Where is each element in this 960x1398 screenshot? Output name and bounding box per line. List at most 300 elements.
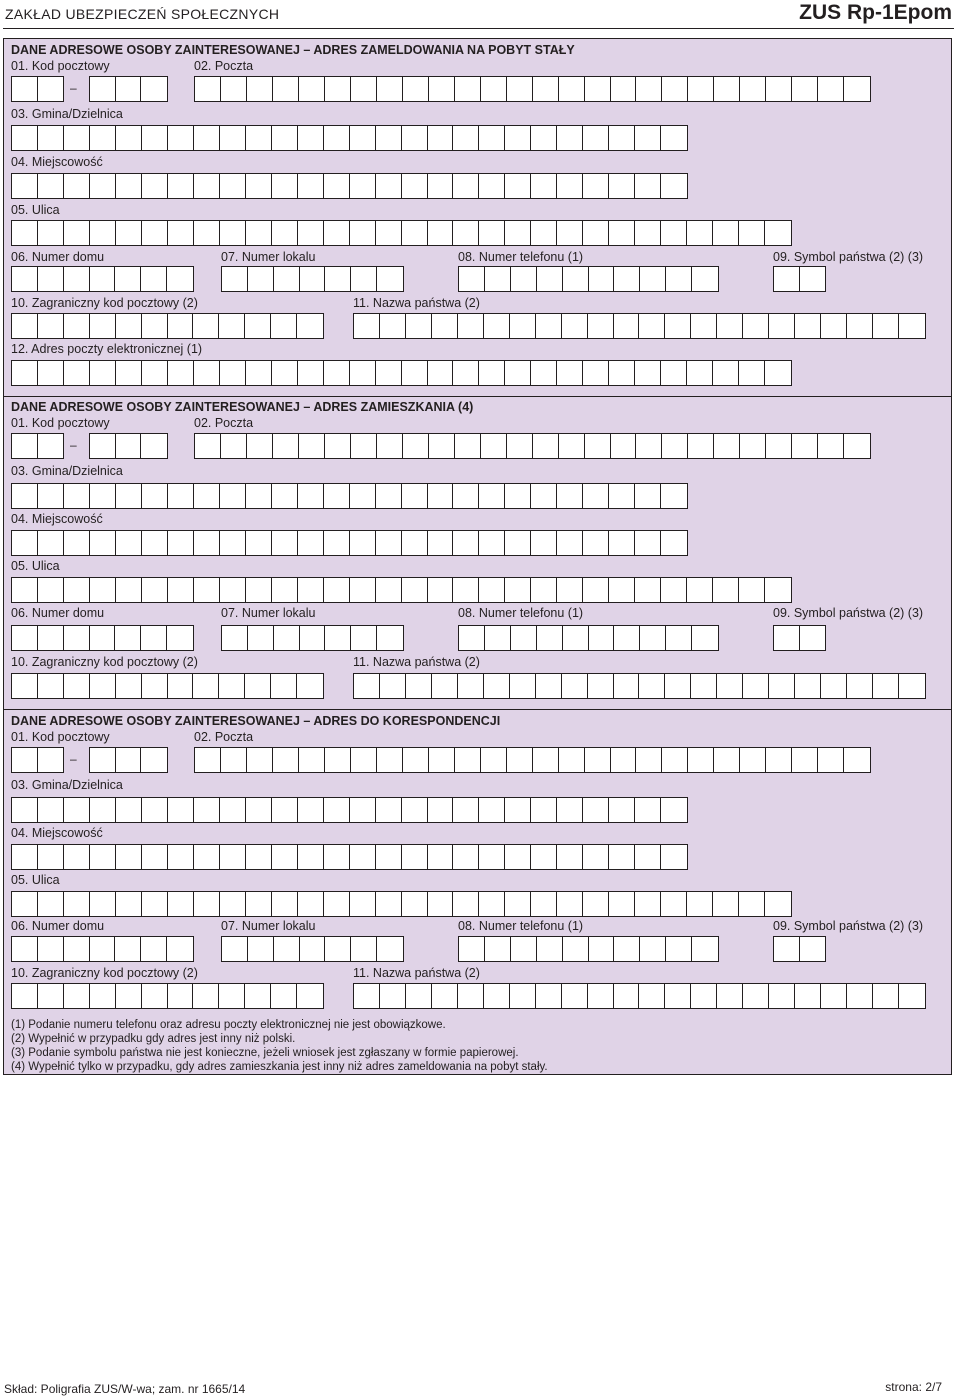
char-box[interactable] [167, 626, 193, 650]
char-box[interactable] [142, 531, 168, 555]
char-box[interactable] [350, 892, 376, 916]
char-box[interactable] [639, 674, 665, 698]
char-box[interactable] [583, 126, 609, 150]
char-box[interactable] [38, 892, 64, 916]
char-box[interactable] [563, 626, 589, 650]
char-box[interactable] [847, 984, 873, 1008]
char-box[interactable] [142, 314, 168, 338]
char-box[interactable] [739, 221, 765, 245]
char-box[interactable] [246, 578, 272, 602]
char-box[interactable] [64, 626, 90, 650]
char-box[interactable] [377, 748, 403, 772]
char-box[interactable] [774, 267, 800, 291]
char-box[interactable] [38, 77, 63, 101]
char-box[interactable] [325, 77, 351, 101]
char-box[interactable] [12, 221, 38, 245]
char-box[interactable] [220, 892, 246, 916]
char-box[interactable] [402, 174, 428, 198]
char-box[interactable] [562, 314, 588, 338]
char-box[interactable] [406, 314, 432, 338]
char-box[interactable] [38, 531, 64, 555]
char-box[interactable] [666, 267, 692, 291]
char-box[interactable] [739, 361, 765, 385]
char-box[interactable] [116, 77, 142, 101]
char-box[interactable] [297, 674, 323, 698]
char-box[interactable] [428, 126, 454, 150]
char-box[interactable] [246, 531, 272, 555]
char-box[interactable] [90, 221, 116, 245]
char-box[interactable] [536, 674, 562, 698]
char-box[interactable] [12, 984, 38, 1008]
char-box[interactable] [609, 798, 635, 822]
char-box[interactable] [687, 578, 713, 602]
char-box[interactable] [557, 221, 583, 245]
char-box[interactable] [325, 267, 351, 291]
char-box[interactable] [559, 77, 585, 101]
char-box[interactable] [220, 361, 246, 385]
char-box[interactable] [428, 798, 454, 822]
char-box[interactable] [351, 77, 377, 101]
char-box[interactable] [116, 748, 142, 772]
char-box[interactable] [377, 937, 403, 961]
char-box[interactable] [453, 126, 479, 150]
char-box[interactable] [168, 578, 194, 602]
char-box[interactable] [406, 984, 432, 1008]
char-box[interactable] [588, 984, 614, 1008]
char-box[interactable] [12, 531, 38, 555]
char-box[interactable] [557, 361, 583, 385]
char-box[interactable] [818, 77, 844, 101]
char-box[interactable] [324, 798, 350, 822]
char-box[interactable] [350, 484, 376, 508]
char-box[interactable] [298, 892, 324, 916]
char-box[interactable] [274, 937, 300, 961]
char-box[interactable] [636, 434, 662, 458]
char-box[interactable] [585, 748, 611, 772]
char-box[interactable] [38, 221, 64, 245]
char-box[interactable] [219, 314, 245, 338]
char-box[interactable] [662, 434, 688, 458]
char-box[interactable] [272, 845, 298, 869]
char-box[interactable] [557, 531, 583, 555]
char-box[interactable] [402, 361, 428, 385]
char-box[interactable] [351, 748, 377, 772]
char-box[interactable] [90, 748, 116, 772]
char-box[interactable] [90, 174, 116, 198]
char-box[interactable] [194, 361, 220, 385]
char-box[interactable] [505, 361, 531, 385]
char-box[interactable] [818, 434, 844, 458]
char-box[interactable] [38, 845, 64, 869]
char-box[interactable] [272, 484, 298, 508]
char-box[interactable] [168, 845, 194, 869]
char-box[interactable] [583, 361, 609, 385]
char-box[interactable] [563, 267, 589, 291]
char-box[interactable] [800, 267, 825, 291]
char-box[interactable] [453, 578, 479, 602]
char-box[interactable] [635, 798, 661, 822]
char-box[interactable] [505, 484, 531, 508]
char-box[interactable] [142, 174, 168, 198]
char-box[interactable] [350, 361, 376, 385]
char-box[interactable] [873, 674, 899, 698]
char-box[interactable] [635, 126, 661, 150]
char-box[interactable] [428, 531, 454, 555]
char-box[interactable] [510, 674, 536, 698]
char-box[interactable] [609, 484, 635, 508]
char-box[interactable] [220, 578, 246, 602]
char-box[interactable] [661, 798, 687, 822]
char-box[interactable] [246, 126, 272, 150]
char-box[interactable] [377, 626, 403, 650]
char-box[interactable] [479, 892, 505, 916]
char-box[interactable] [141, 937, 167, 961]
char-box[interactable] [90, 892, 116, 916]
char-box[interactable] [38, 674, 64, 698]
char-box[interactable] [428, 174, 454, 198]
char-box[interactable] [298, 361, 324, 385]
char-box[interactable] [299, 434, 325, 458]
char-box[interactable] [844, 748, 870, 772]
char-box[interactable] [559, 748, 585, 772]
char-box[interactable] [692, 267, 718, 291]
char-box[interactable] [792, 748, 818, 772]
char-box[interactable] [298, 126, 324, 150]
char-box[interactable] [116, 434, 142, 458]
char-box[interactable] [899, 984, 925, 1008]
char-box[interactable] [507, 77, 533, 101]
char-box[interactable] [557, 174, 583, 198]
char-box[interactable] [458, 984, 484, 1008]
char-box[interactable] [481, 434, 507, 458]
char-box[interactable] [246, 221, 272, 245]
char-box[interactable] [585, 77, 611, 101]
char-box[interactable] [635, 484, 661, 508]
char-box[interactable] [376, 174, 402, 198]
char-box[interactable] [354, 984, 380, 1008]
char-box[interactable] [688, 77, 714, 101]
char-box[interactable] [739, 578, 765, 602]
char-box[interactable] [246, 484, 272, 508]
char-box[interactable] [428, 221, 454, 245]
char-box[interactable] [743, 314, 769, 338]
char-box[interactable] [688, 434, 714, 458]
char-box[interactable] [219, 984, 245, 1008]
char-box[interactable] [376, 798, 402, 822]
char-box[interactable] [636, 77, 662, 101]
char-box[interactable] [479, 174, 505, 198]
char-box[interactable] [38, 361, 64, 385]
char-box[interactable] [194, 845, 220, 869]
char-box[interactable] [220, 845, 246, 869]
char-box[interactable] [116, 892, 142, 916]
char-box[interactable] [769, 314, 795, 338]
char-box[interactable] [614, 314, 640, 338]
char-box[interactable] [245, 674, 271, 698]
char-box[interactable] [640, 626, 666, 650]
char-box[interactable] [195, 748, 221, 772]
char-box[interactable] [609, 531, 635, 555]
char-box[interactable] [453, 892, 479, 916]
char-box[interactable] [766, 77, 792, 101]
char-box[interactable] [272, 798, 298, 822]
char-box[interactable] [739, 892, 765, 916]
char-box[interactable] [583, 892, 609, 916]
char-box[interactable] [298, 845, 324, 869]
char-box[interactable] [142, 798, 168, 822]
char-box[interactable] [609, 578, 635, 602]
char-box[interactable] [692, 626, 718, 650]
char-box[interactable] [300, 626, 326, 650]
char-box[interactable] [116, 126, 142, 150]
char-box[interactable] [64, 484, 90, 508]
char-box[interactable] [64, 267, 90, 291]
char-box[interactable] [455, 434, 481, 458]
char-box[interactable] [609, 221, 635, 245]
char-box[interactable] [429, 77, 455, 101]
char-box[interactable] [116, 845, 142, 869]
char-box[interactable] [38, 267, 64, 291]
char-box[interactable] [611, 434, 637, 458]
char-box[interactable] [774, 626, 800, 650]
char-box[interactable] [635, 174, 661, 198]
char-box[interactable] [221, 434, 247, 458]
char-box[interactable] [485, 937, 511, 961]
char-box[interactable] [614, 984, 640, 1008]
char-box[interactable] [505, 578, 531, 602]
char-box[interactable] [12, 626, 38, 650]
char-box[interactable] [429, 434, 455, 458]
char-box[interactable] [795, 314, 821, 338]
char-box[interactable] [64, 126, 90, 150]
char-box[interactable] [453, 221, 479, 245]
char-box[interactable] [12, 484, 38, 508]
char-box[interactable] [168, 314, 194, 338]
char-box[interactable] [193, 984, 219, 1008]
char-box[interactable] [271, 984, 297, 1008]
char-box[interactable] [505, 221, 531, 245]
char-box[interactable] [740, 434, 766, 458]
char-box[interactable] [713, 578, 739, 602]
char-box[interactable] [661, 892, 687, 916]
char-box[interactable] [511, 626, 537, 650]
char-box[interactable] [479, 484, 505, 508]
char-box[interactable] [90, 77, 116, 101]
char-box[interactable] [380, 314, 406, 338]
char-box[interactable] [300, 267, 326, 291]
char-box[interactable] [691, 314, 717, 338]
char-box[interactable] [583, 174, 609, 198]
char-box[interactable] [12, 674, 38, 698]
char-box[interactable] [380, 984, 406, 1008]
char-box[interactable] [459, 626, 485, 650]
char-box[interactable] [193, 674, 219, 698]
char-box[interactable] [12, 937, 38, 961]
char-box[interactable] [635, 578, 661, 602]
char-box[interactable] [792, 434, 818, 458]
char-box[interactable] [795, 674, 821, 698]
char-box[interactable] [481, 77, 507, 101]
char-box[interactable] [899, 674, 925, 698]
char-box[interactable] [246, 845, 272, 869]
char-box[interactable] [611, 748, 637, 772]
char-box[interactable] [661, 221, 687, 245]
char-box[interactable] [484, 984, 510, 1008]
char-box[interactable] [220, 798, 246, 822]
char-box[interactable] [64, 892, 90, 916]
char-box[interactable] [537, 937, 563, 961]
char-box[interactable] [459, 937, 485, 961]
char-box[interactable] [484, 314, 510, 338]
char-box[interactable] [453, 531, 479, 555]
char-box[interactable] [821, 984, 847, 1008]
char-box[interactable] [221, 77, 247, 101]
char-box[interactable] [713, 221, 739, 245]
char-box[interactable] [429, 748, 455, 772]
char-box[interactable] [484, 674, 510, 698]
char-box[interactable] [687, 892, 713, 916]
char-box[interactable] [38, 174, 64, 198]
char-box[interactable] [90, 937, 116, 961]
char-box[interactable] [141, 77, 167, 101]
char-box[interactable] [717, 984, 743, 1008]
char-box[interactable] [661, 484, 687, 508]
char-box[interactable] [479, 531, 505, 555]
char-box[interactable] [402, 845, 428, 869]
char-box[interactable] [536, 314, 562, 338]
char-box[interactable] [510, 314, 536, 338]
char-box[interactable] [90, 484, 116, 508]
char-box[interactable] [588, 674, 614, 698]
char-box[interactable] [640, 937, 666, 961]
char-box[interactable] [485, 267, 511, 291]
char-box[interactable] [325, 434, 351, 458]
char-box[interactable] [220, 531, 246, 555]
char-box[interactable] [12, 174, 38, 198]
char-box[interactable] [116, 314, 142, 338]
char-box[interactable] [609, 174, 635, 198]
char-box[interactable] [350, 578, 376, 602]
char-box[interactable] [115, 937, 141, 961]
char-box[interactable] [665, 984, 691, 1008]
char-box[interactable] [274, 626, 300, 650]
char-box[interactable] [662, 77, 688, 101]
char-box[interactable] [300, 937, 326, 961]
char-box[interactable] [324, 361, 350, 385]
char-box[interactable] [142, 578, 168, 602]
char-box[interactable] [614, 267, 640, 291]
char-box[interactable] [142, 892, 168, 916]
char-box[interactable] [479, 798, 505, 822]
char-box[interactable] [455, 77, 481, 101]
char-box[interactable] [90, 361, 116, 385]
char-box[interactable] [458, 674, 484, 698]
char-box[interactable] [589, 267, 615, 291]
char-box[interactable] [325, 748, 351, 772]
char-box[interactable] [376, 892, 402, 916]
char-box[interactable] [168, 221, 194, 245]
char-box[interactable] [324, 221, 350, 245]
char-box[interactable] [485, 626, 511, 650]
char-box[interactable] [116, 221, 142, 245]
char-box[interactable] [221, 748, 247, 772]
char-box[interactable] [661, 531, 687, 555]
char-box[interactable] [116, 174, 142, 198]
char-box[interactable] [479, 361, 505, 385]
char-box[interactable] [609, 845, 635, 869]
char-box[interactable] [531, 484, 557, 508]
char-box[interactable] [64, 674, 90, 698]
char-box[interactable] [325, 626, 351, 650]
char-box[interactable] [589, 937, 615, 961]
char-box[interactable] [403, 77, 429, 101]
char-box[interactable] [428, 845, 454, 869]
char-box[interactable] [115, 267, 141, 291]
char-box[interactable] [168, 674, 194, 698]
char-box[interactable] [537, 267, 563, 291]
char-box[interactable] [116, 798, 142, 822]
char-box[interactable] [12, 361, 38, 385]
char-box[interactable] [453, 484, 479, 508]
char-box[interactable] [324, 892, 350, 916]
char-box[interactable] [90, 984, 116, 1008]
char-box[interactable] [90, 674, 116, 698]
char-box[interactable] [12, 748, 38, 772]
char-box[interactable] [661, 174, 687, 198]
char-box[interactable] [402, 484, 428, 508]
char-box[interactable] [691, 984, 717, 1008]
char-box[interactable] [453, 174, 479, 198]
char-box[interactable] [380, 674, 406, 698]
char-box[interactable] [195, 434, 221, 458]
char-box[interactable] [354, 674, 380, 698]
char-box[interactable] [557, 484, 583, 508]
char-box[interactable] [377, 267, 403, 291]
char-box[interactable] [635, 892, 661, 916]
char-box[interactable] [687, 221, 713, 245]
char-box[interactable] [142, 845, 168, 869]
char-box[interactable] [64, 221, 90, 245]
char-box[interactable] [12, 267, 38, 291]
char-box[interactable] [64, 531, 90, 555]
char-box[interactable] [222, 267, 248, 291]
char-box[interactable] [222, 937, 248, 961]
char-box[interactable] [455, 748, 481, 772]
char-box[interactable] [792, 77, 818, 101]
char-box[interactable] [273, 434, 299, 458]
char-box[interactable] [769, 984, 795, 1008]
char-box[interactable] [142, 221, 168, 245]
char-box[interactable] [195, 77, 221, 101]
char-box[interactable] [505, 174, 531, 198]
char-box[interactable] [873, 314, 899, 338]
char-box[interactable] [376, 126, 402, 150]
char-box[interactable] [38, 748, 63, 772]
char-box[interactable] [324, 126, 350, 150]
char-box[interactable] [511, 937, 537, 961]
char-box[interactable] [376, 221, 402, 245]
char-box[interactable] [90, 314, 116, 338]
char-box[interactable] [245, 984, 271, 1008]
char-box[interactable] [717, 314, 743, 338]
char-box[interactable] [533, 748, 559, 772]
char-box[interactable] [350, 126, 376, 150]
char-box[interactable] [377, 77, 403, 101]
char-box[interactable] [38, 626, 64, 650]
char-box[interactable] [220, 174, 246, 198]
char-box[interactable] [376, 361, 402, 385]
char-box[interactable] [402, 578, 428, 602]
